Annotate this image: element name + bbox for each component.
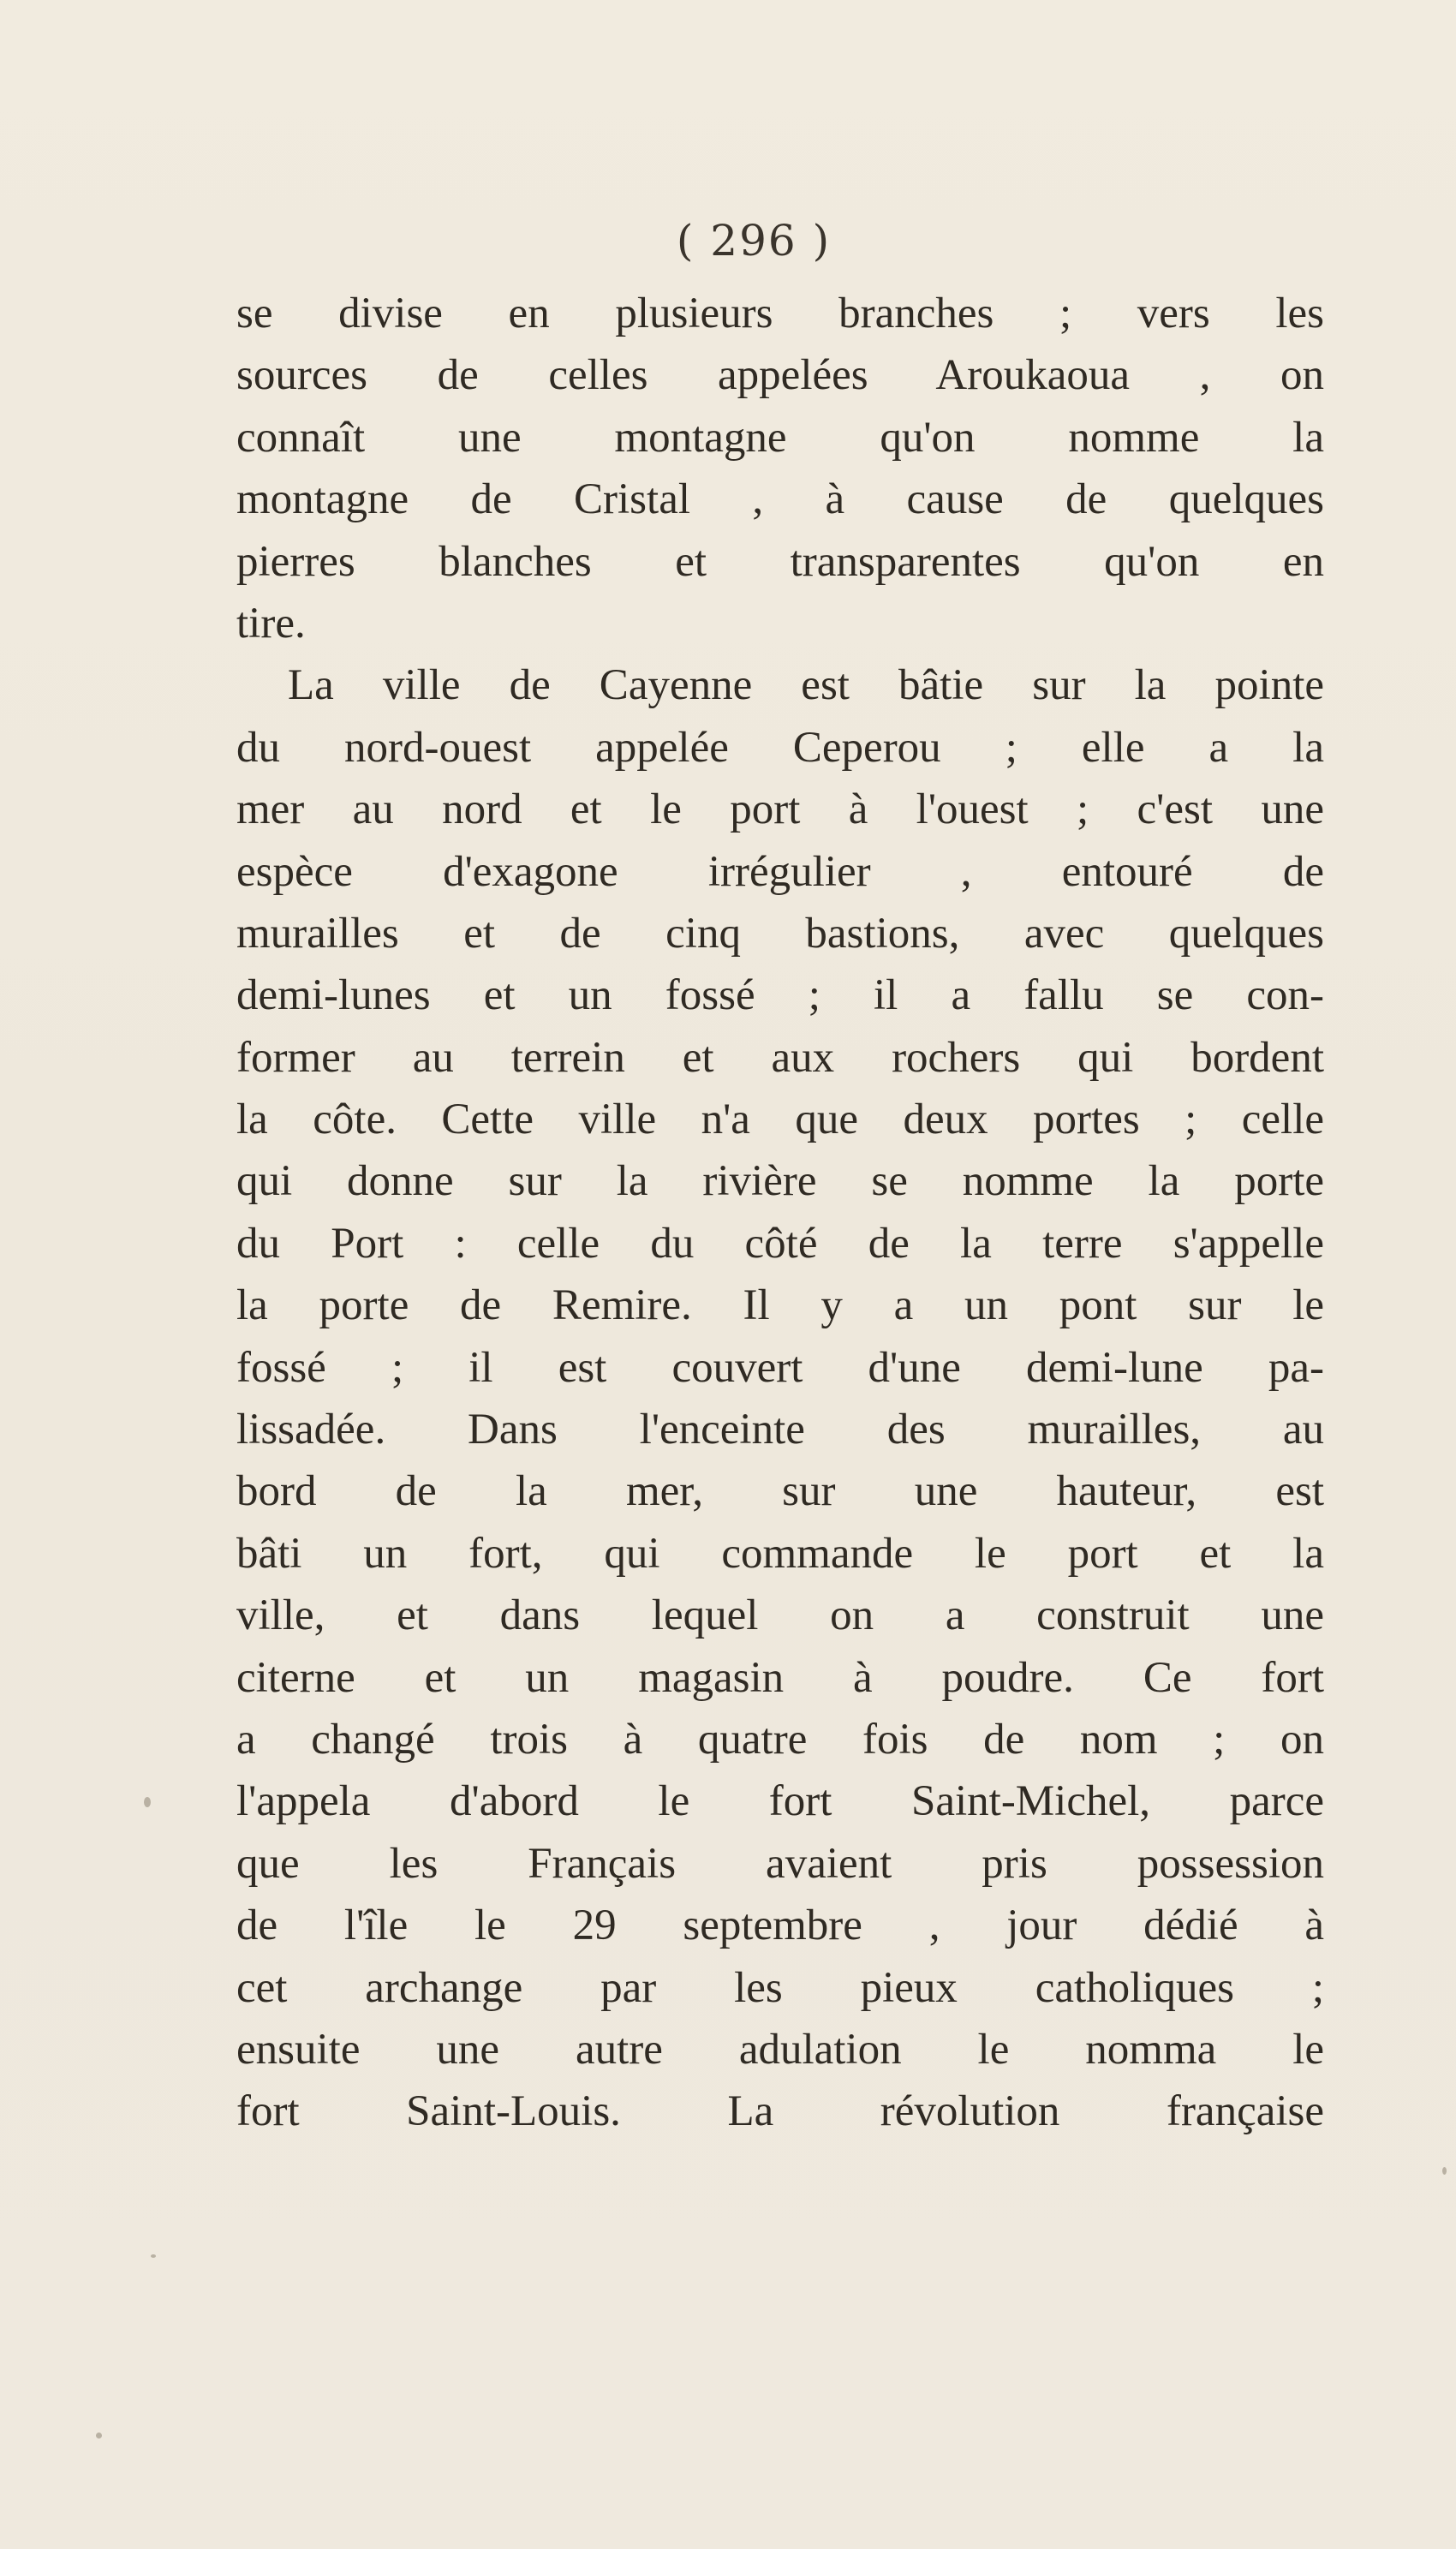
text-line: La ville de Cayenne est bâtie sur la pointe (288, 661, 1324, 710)
text-line: la porte de Remire. Il y a un pont sur le (236, 1281, 1324, 1330)
body-text (236, 283, 1324, 2143)
text-line: bord de la mer, sur une hauteur, est (236, 1467, 1324, 1516)
text-line: fossé ; il est couvert d'une demi-lune pa- (236, 1343, 1324, 1392)
text-line: bâti un fort, qui commande le port et la (236, 1529, 1324, 1578)
text-line: montagne de Cristal , à cause de quelques (236, 475, 1324, 524)
text-line: lissadée. Dans l'enceinte des murailles, au (236, 1406, 1324, 1454)
text-line: de l'île le 29 septembre , jour dédié à (236, 1901, 1324, 1950)
text-line: que les Français avaient pris possession (236, 1839, 1324, 1888)
text-line: connaît une montagne qu'on nomme la (236, 413, 1324, 462)
text-line: espèce d'exagone irrégulier , entouré de (236, 847, 1324, 896)
text-line: l'appela d'abord le fort Saint-Michel, parce (236, 1777, 1324, 1826)
text-line: qui donne sur la rivière se nomme la porte (236, 1157, 1324, 1206)
page-number: ( 296 ) (676, 216, 832, 266)
text-line: ensuite une autre adulation le nomma le (236, 2025, 1324, 2074)
text-line: fort Saint-Louis. La révolution française (236, 2087, 1324, 2136)
text-line: demi-lunes et un fossé ; il a fallu se con- (236, 971, 1324, 1020)
paper-speck (1442, 2167, 1447, 2175)
text-line: murailles et de cinq bastions, avec quelques (236, 909, 1324, 958)
text-line: a changé trois à quatre fois de nom ; on (236, 1715, 1324, 1764)
text-line: la côte. Cette ville n'a que deux portes ; celle (236, 1095, 1324, 1144)
text-line: former au terrein et aux rochers qui bordent (236, 1033, 1324, 1082)
text-line: tire. (236, 599, 306, 648)
text-line: du nord-ouest appelée Ceperou ; elle a la (236, 723, 1324, 772)
text-line: se divise en plusieurs branches ; vers les (236, 290, 1324, 337)
text-line: sources de celles appelées Aroukaoua , on (236, 351, 1324, 400)
paper-speck (96, 2433, 102, 2439)
text-line: mer au nord et le port à l'ouest ; c'est une (236, 785, 1324, 834)
paper-speck (151, 2254, 156, 2258)
text-line: pierres blanches et transparentes qu'on en (236, 537, 1324, 586)
paper-speck (144, 1797, 151, 1807)
text-line: ville, et dans lequel on a construit une (236, 1591, 1324, 1640)
text-line: citerne et un magasin à poudre. Ce fort (236, 1653, 1324, 1702)
text-line: cet archange par les pieux catholiques ; (236, 1963, 1324, 2012)
text-line: du Port : celle du côté de la terre s'appelle (236, 1219, 1324, 1268)
